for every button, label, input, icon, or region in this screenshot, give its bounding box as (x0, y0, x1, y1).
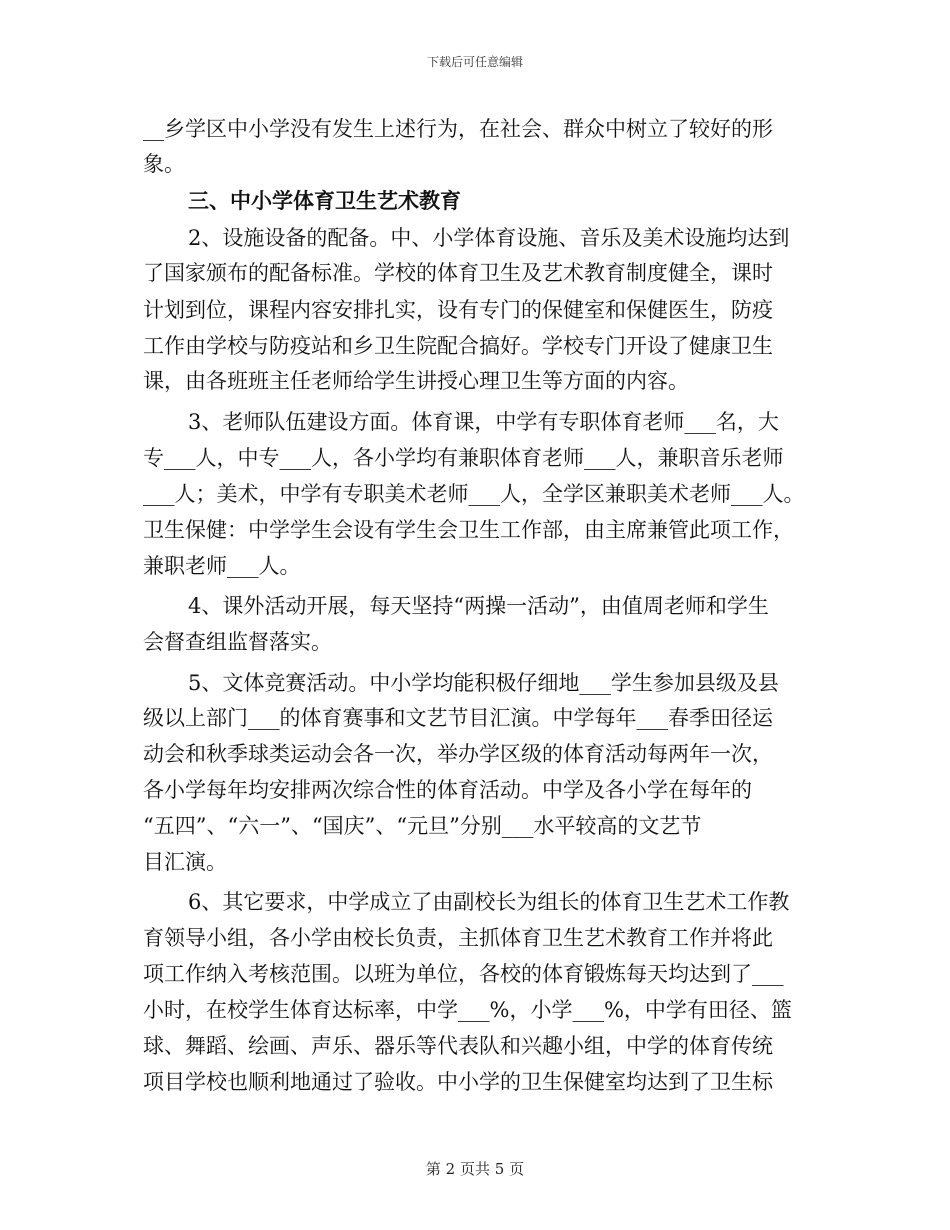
text-line: __乡学区中小学没有发生上述行为，在社会、群众中树立了较好的形 (143, 117, 773, 141)
text-line: 象。 (143, 152, 185, 176)
text-line: 专___人，中专___人，各小学均有兼职体育老师___人，兼职音乐老师 (143, 446, 784, 470)
text-line: 目汇演。 (143, 850, 227, 874)
text-line: 6、其它要求，中学成立了由副校长为组长的体育卫生艺术工作教 (188, 890, 790, 914)
text-line: 2、设施设备的配备。中、小学体育设施、音乐及美术设施均达到 (188, 226, 790, 250)
text-line: 3、老师队伍建设方面。体育课，中学有专职体育老师___名，大 (188, 410, 779, 434)
text-line: 课，由各班班主任老师给学生讲授心理卫生等方面的内容。 (143, 369, 689, 393)
text-line: 级以上部门___的体育赛事和文艺节目汇演。中学每年___春季田径运 (143, 706, 773, 730)
text-line: 5、文体竞赛活动。中小学均能积极仔细地___学生参加县级及县 (188, 671, 779, 695)
text-line: 项工作纳入考核范围。以班为单位，各校的体育锻炼每天均达到了___ (143, 962, 784, 986)
text-line: 育领导小组，各小学由校长负责，主抓体育卫生艺术教育工作并将此 (143, 926, 773, 950)
section-heading: 三、中小学体育卫生艺术教育 (188, 188, 461, 213)
text-line: 动会和秋季球类运动会各一次，举办学区级的体育活动每两年一次， (143, 742, 773, 766)
text-line: 兼职老师___人。 (143, 554, 301, 578)
text-line: 卫生保健：中学学生会设有学生会卫生工作部，由主席兼管此项工作， (143, 518, 794, 542)
text-line: 了国家颁布的配备标准。学校的体育卫生及艺术教育制度健全，课时 (143, 261, 773, 285)
text-line: 项目学校也顺利地通过了验收。中小学的卫生保健室均达到了卫生标 (143, 1070, 773, 1094)
text-line: 球、舞蹈、绘画、声乐、器乐等代表队和兴趣小组，中学的体育传统 (143, 1034, 773, 1058)
text-line: “五四”、“六一”、“国庆”、“元旦”分别___水平较高的文艺节 (143, 814, 702, 838)
text-line: 工作由学校与防疫站和乡卫生院配合搞好。学校专门开设了健康卫生 (143, 334, 773, 358)
text-line: 各小学每年均安排两次综合性的体育活动。中学及各小学在每年的 (143, 778, 752, 802)
page-header: 下载后可任意编辑 (426, 55, 523, 69)
text-line: 小时，在校学生体育达标率，中学___%，小学___%，中学有田径、篮 (143, 998, 792, 1022)
text-line: ___人；美术，中学有专职美术老师___人，全学区兼职美术老师___人。 (143, 482, 805, 506)
text-line: 4、课外活动开展，每天坚持“两操一活动”，由值周老师和学生 (188, 594, 769, 618)
text-line: 计划到位，课程内容安排扎实，设有专门的保健室和保健医生，防疫 (143, 298, 773, 322)
text-line: 会督查组监督落实。 (143, 630, 332, 654)
page-number: 第 2 页共 5 页 (425, 1160, 525, 1178)
